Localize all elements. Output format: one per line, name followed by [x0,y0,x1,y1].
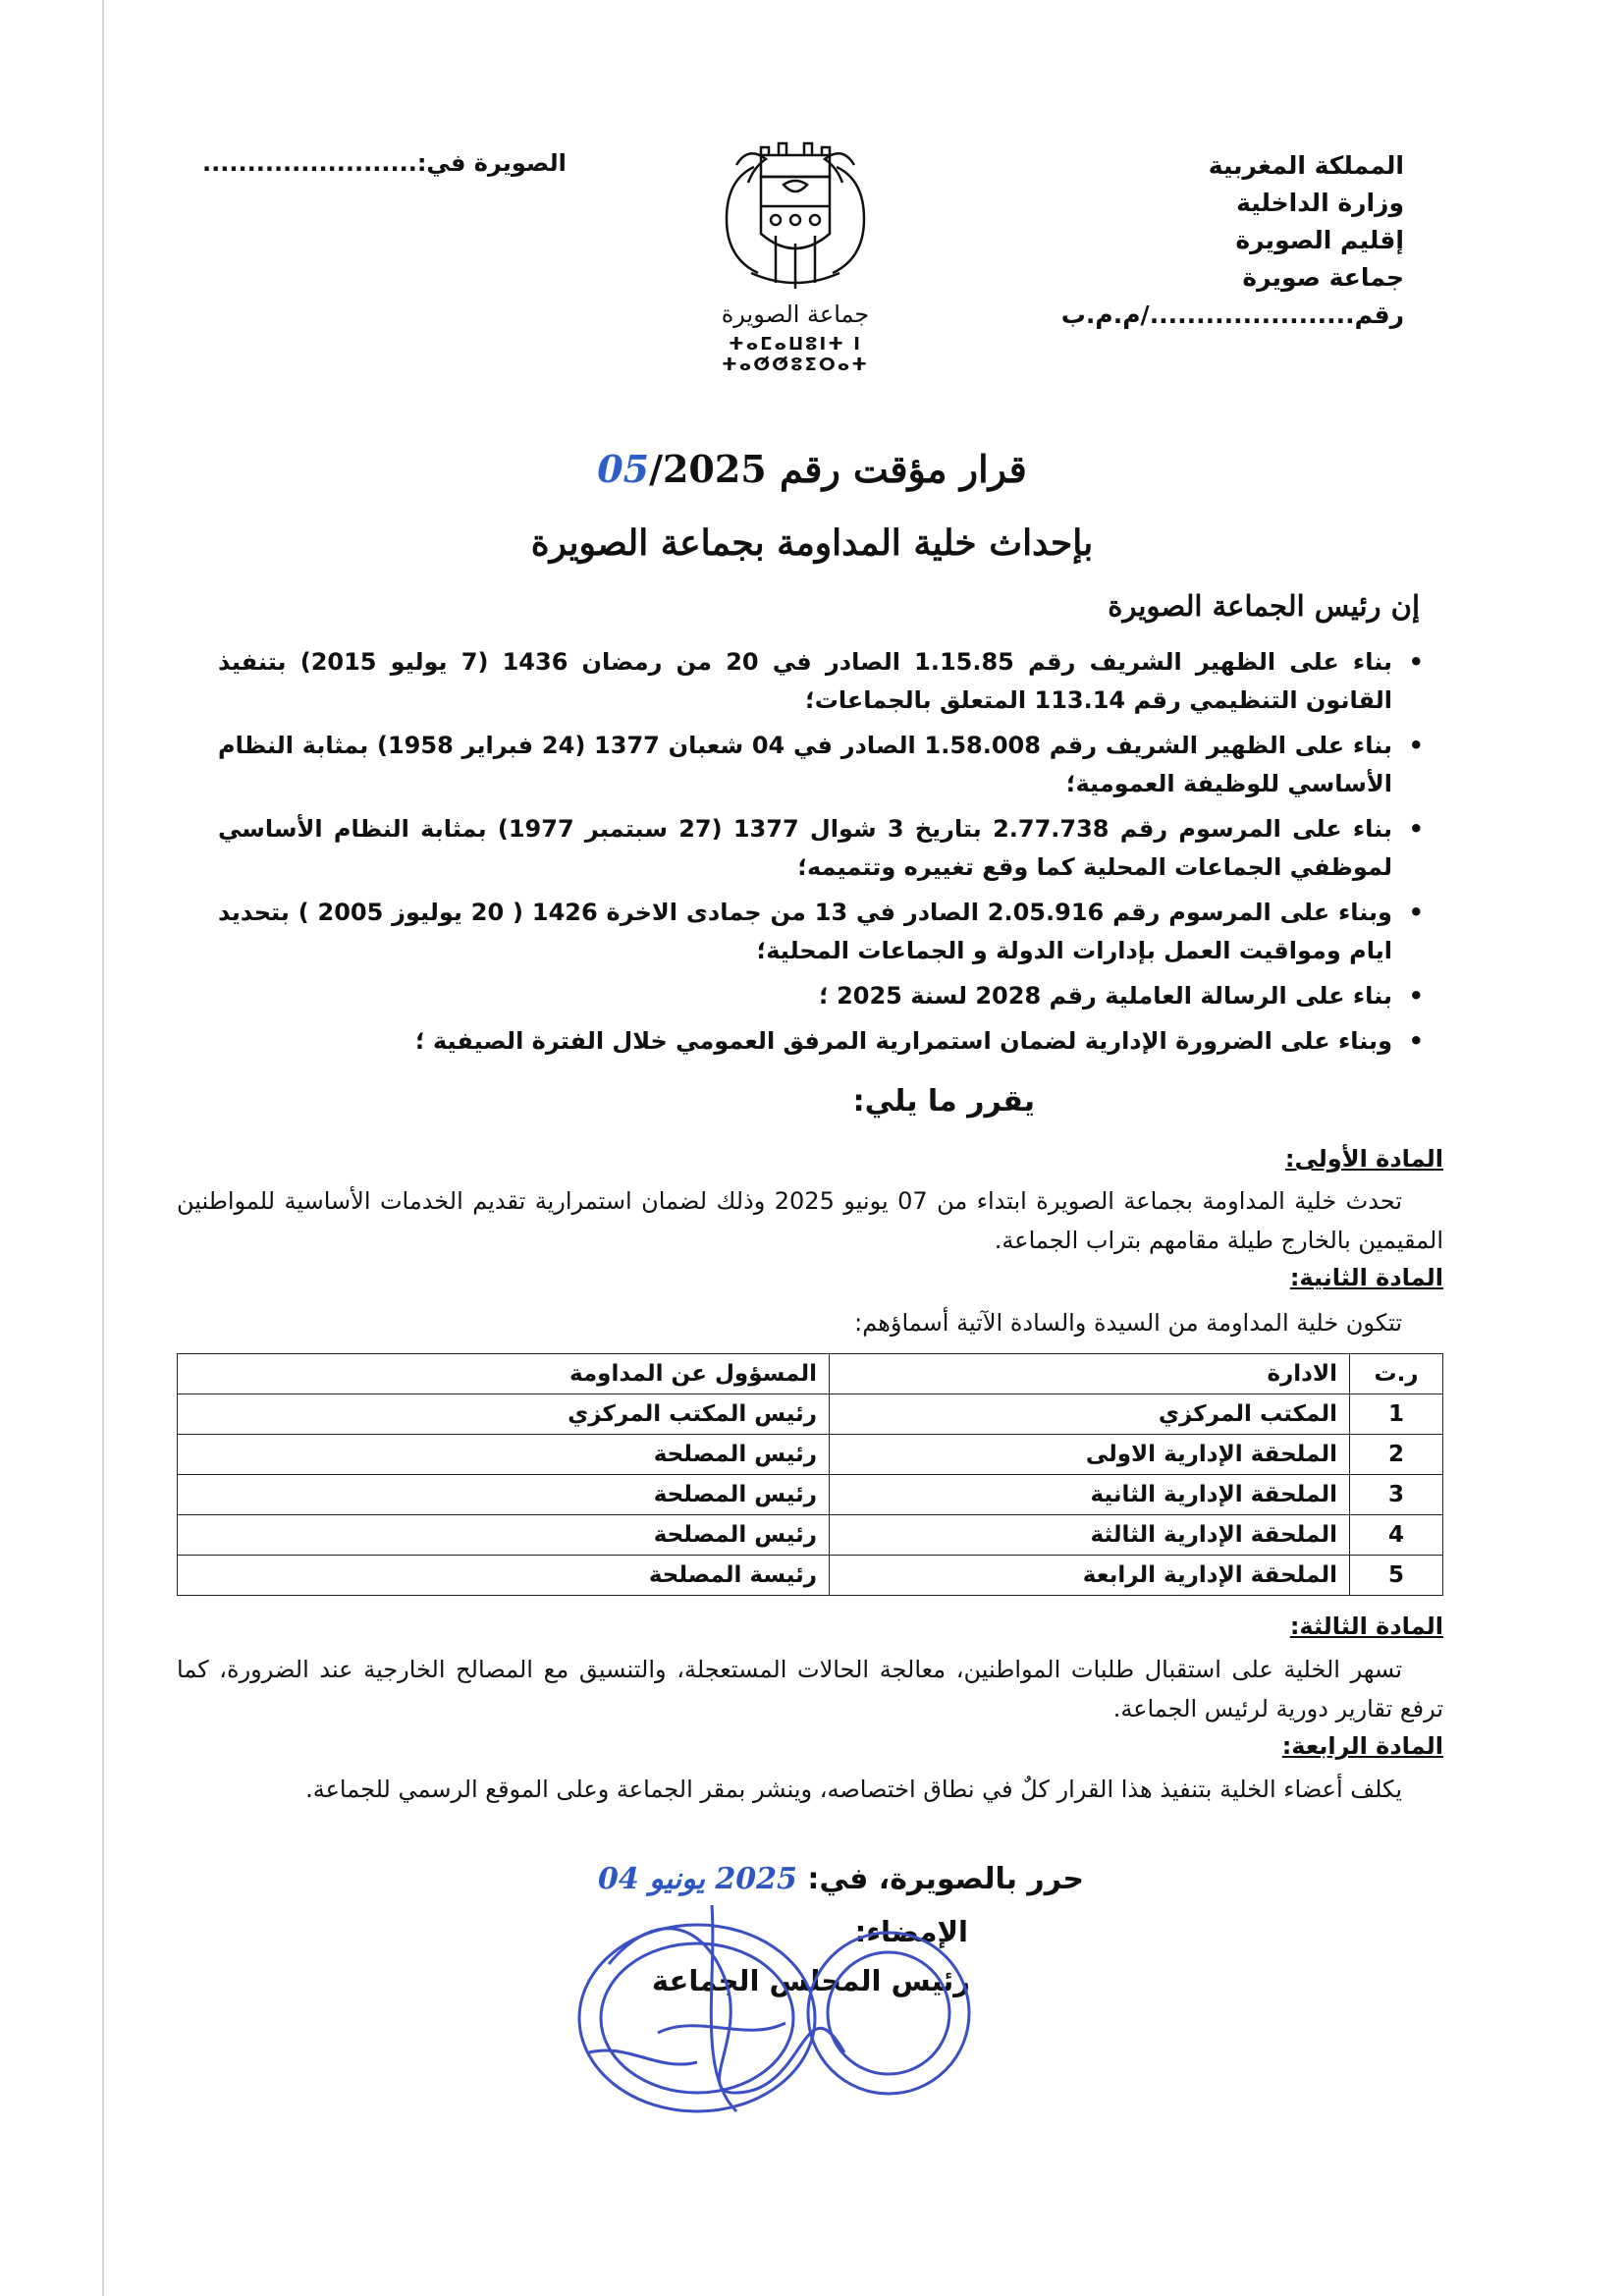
bullet-icon: • [1408,1027,1424,1055]
article-1-heading: المادة الأولى: [1284,1145,1443,1173]
row-responsible: رئيسة المصلحة [178,1556,830,1596]
article-3-text: تسهر الخلية على استقبال طلبات المواطنين، معالجة الحالات المستعجلة، والتنسيق مع المصالح الخارجية عند الضرورة، كما ترفع تقارير دورية لرئيس الجماعة. [177,1656,1443,1722]
row-responsible: رئيس المصلحة [178,1475,830,1515]
bullet-icon: • [1408,815,1424,843]
legal-basis-item [218,643,1426,720]
legal-basis-text: وبناء على المرسوم رقم 2.05.916 الصادر في 13 من جمادى الاخرة 1426 ( 20 يوليوز 2005 ) بتحديد ايام ومواقيت العمل بإدارات الدولة و الجماعات المحلية؛ [218,899,1392,964]
table-header-row [178,1354,1443,1394]
bullet-icon: • [1408,732,1424,759]
table-row [178,1515,1443,1556]
row-responsible: رئيس المصلحة [178,1435,830,1475]
crest-name-arabic: جماعة الصويرة [721,301,870,328]
legal-basis-item [218,977,1426,1015]
kingdom-line: المملكة المغربية [1208,151,1404,180]
decides-heading: يقرر ما يلي: [852,1084,1035,1119]
legal-basis-text: بناء على المرسوم رقم 2.77.738 بتاريخ 3 شوال 1377 (27 سبتمبر 1977) بمثابة النظام الأساسي لموظفي الجماعات المحلية كما وقع تغييره وتتميمه؛ [218,815,1392,881]
article-2-text: تتكون خلية المداومة من السيدة والسادة الآتية أسماؤهم: [854,1309,1402,1337]
table-row [178,1394,1443,1435]
bullet-icon: • [1408,982,1424,1010]
column-header-number: ر.ت [1350,1354,1443,1394]
table-row [178,1435,1443,1475]
row-responsible: رئيس المكتب المركزي [178,1394,830,1435]
province-line: إقليم الصويرة [1235,226,1404,254]
decision-subject: بإحداث خلية المداومة بجماعة الصويرة [530,522,1094,564]
issuer-header [1060,147,1404,334]
ministry-line: وزارة الداخلية [1236,189,1404,217]
table-row [178,1556,1443,1596]
bullet-icon: • [1408,899,1424,926]
article-1-text: تحدث خلية المداومة بجماعة الصويرة ابتداء من 07 يونيو 2025 وذلك لضمان استمرارية تقديم الخدمات الأساسية للمواطنين المقيمين بالخارج طيلة مقامهم بتراب الجماعة. [177,1187,1443,1254]
crest-name-tifinagh: ⵜⴰⵎⴰⵡⵓⵏⵜ ⵏ ⵜⴰⵚⵚⵓⵉⵔⴰⵜ [721,334,870,375]
legal-basis-item [218,727,1426,803]
issuer-intro: إن رئيس الجماعة الصويرة [1108,589,1420,623]
row-administration: الملحقة الإدارية الرابعة [830,1556,1350,1596]
handwritten-date: 2025 يونيو 04 [598,1862,797,1896]
column-header-administration: الادارة [830,1354,1350,1394]
page-edge-line [102,0,104,2296]
legal-basis-text: بناء على الظهير الشريف رقم 1.58.008 الصادر في 04 شعبان 1377 (24 فبراير 1958) بمثابة النظام الأساسي للوظيفة العمومية؛ [218,732,1393,797]
article-3-heading: المادة الثالثة: [1289,1613,1443,1640]
row-number: 2 [1350,1435,1443,1475]
reference-line: رقم....................../م.م.ب [1060,301,1404,329]
row-number: 4 [1350,1515,1443,1556]
official-stamp-and-signature [550,1846,1001,2141]
commune-line: جماعة صويرة [1242,263,1404,292]
legal-basis-item [218,810,1426,887]
table-row [178,1475,1443,1515]
legal-basis-text: وبناء على الضرورة الإدارية لضمان استمرارية المرفق العمومي خلال الفترة الصيفية ؛ [415,1027,1392,1055]
place-date-header: الصويرة في:........................ [202,149,567,177]
row-administration: الملحقة الإدارية الثالثة [830,1515,1350,1556]
legal-basis-item [218,1022,1426,1061]
article-4-heading: المادة الرابعة: [1281,1732,1443,1760]
row-administration: المكتب المركزي [830,1394,1350,1435]
decision-title-prefix: قرار مؤقت رقم [779,447,1027,491]
column-header-responsible: المسؤول عن المداومة [178,1354,830,1394]
article-4-text: يكلف أعضاء الخلية بتنفيذ هذا القرار كلٌ في نطاق اختصاصه، وينشر بمقر الجماعة وعلى الموقع الرسمي للجماعة. [305,1776,1402,1803]
row-number: 3 [1350,1475,1443,1515]
article-2-heading: المادة الثانية: [1289,1264,1443,1291]
bullet-icon: • [1408,648,1424,676]
signature-label: الإمضاء: [854,1915,968,1948]
legal-basis-text: بناء على الرسالة العاملية رقم 2028 لسنة 2025 ؛ [819,982,1392,1010]
row-number: 1 [1350,1394,1443,1435]
row-responsible: رئيس المصلحة [178,1515,830,1556]
legal-basis-item [218,894,1426,970]
row-number: 5 [1350,1556,1443,1596]
legal-basis-text: بناء على الظهير الشريف رقم 1.15.85 الصادر في 20 من رمضان 1436 (7 يوليو 2015) بتنفيذ القانون التنظيمي رقم 113.14 المتعلق بالجماعات؛ [218,648,1393,714]
decision-year: /2025 [649,447,767,491]
duty-cell-table [177,1353,1443,1596]
legal-bases-list [218,643,1426,1067]
issued-at-label: حرر بالصويرة، في: [807,1862,1084,1896]
signer-role: رئيس المجلس الجماعة [651,1964,970,1997]
decision-number: 05 [597,447,650,491]
municipal-crest-icon [697,126,893,298]
row-administration: الملحقة الإدارية الثانية [830,1475,1350,1515]
row-administration: الملحقة الإدارية الاولى [830,1435,1350,1475]
decision-title [0,447,1624,491]
